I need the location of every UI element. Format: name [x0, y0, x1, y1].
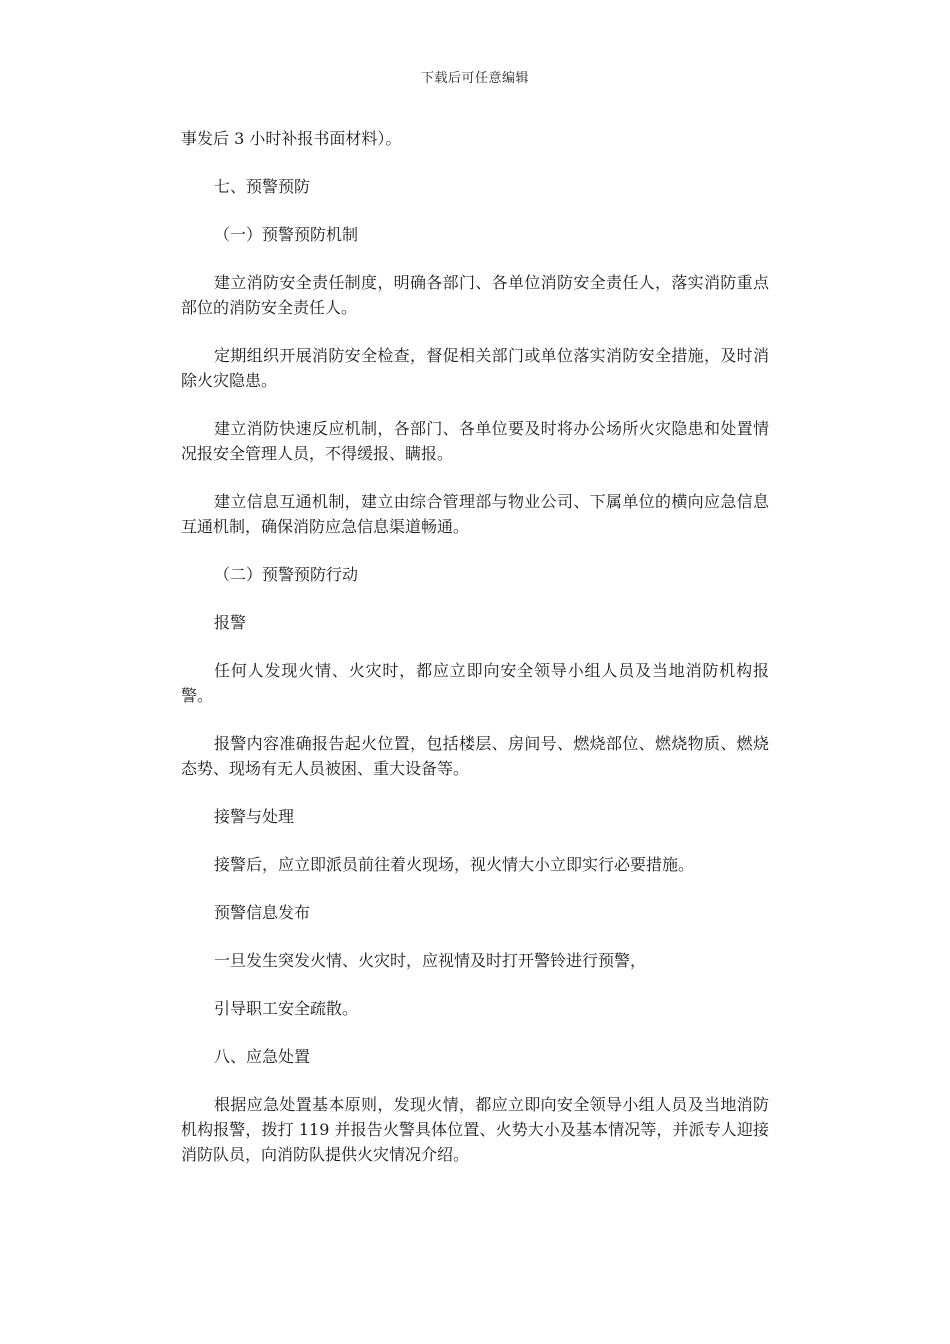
paragraph: 建立消防安全责任制度，明确各部门、各单位消防安全责任人，落实消防重点部位的消防安全责任人。	[181, 273, 769, 317]
paragraph: 任何人发现火情、火灾时，都应立即向安全领导小组人员及当地消防机构报警。	[181, 661, 769, 705]
paragraph: 接警后，应立即派员前往着火现场，视火情大小立即实行必要措施。	[214, 855, 695, 874]
item-heading: 报警	[214, 613, 247, 632]
section-heading: 八、应急处置	[214, 1047, 311, 1066]
document-body	[181, 126, 769, 1190]
item-heading: 预警信息发布	[214, 903, 311, 922]
paragraph: 根据应急处置基本原则，发现火情，都应立即向安全领导小组人员及当地消防机构报警，拨打 119 并报告火警具体位置、火势大小及基本情况等，并派专人迎接消防队员，向消防队提供火灾情况介绍。	[181, 1095, 769, 1164]
paragraph: 报警内容准确报告起火位置，包括楼层、房间号、燃烧部位、燃烧物质、燃烧态势、现场有无人员被困、重大设备等。	[181, 734, 769, 778]
item-heading: 接警与处理	[214, 807, 295, 826]
subsection-heading: （二）预警预防行动	[214, 565, 359, 584]
paragraph: 一旦发生突发火情、火灾时，应视情及时打开警铃进行预警，	[214, 951, 647, 970]
subsection-heading: （一）预警预防机制	[214, 225, 359, 244]
paragraph: 建立信息互通机制，建立由综合管理部与物业公司、下属单位的横向应急信息互通机制，确保消防应急信息渠道畅通。	[181, 492, 769, 536]
paragraph: 定期组织开展消防安全检查，督促相关部门或单位落实消防安全措施，及时消除火灾隐患。	[181, 346, 769, 390]
paragraph: 建立消防快速反应机制，各部门、各单位要及时将办公场所火灾隐患和处置情况报安全管理人员，不得缓报、瞒报。	[181, 419, 769, 463]
paragraph: 引导职工安全疏散。	[214, 999, 359, 1018]
header-note: 下载后可任意编辑	[420, 71, 529, 86]
paragraph: 事发后 3 小时补报书面材料）。	[181, 129, 402, 148]
section-heading: 七、预警预防	[214, 177, 311, 196]
